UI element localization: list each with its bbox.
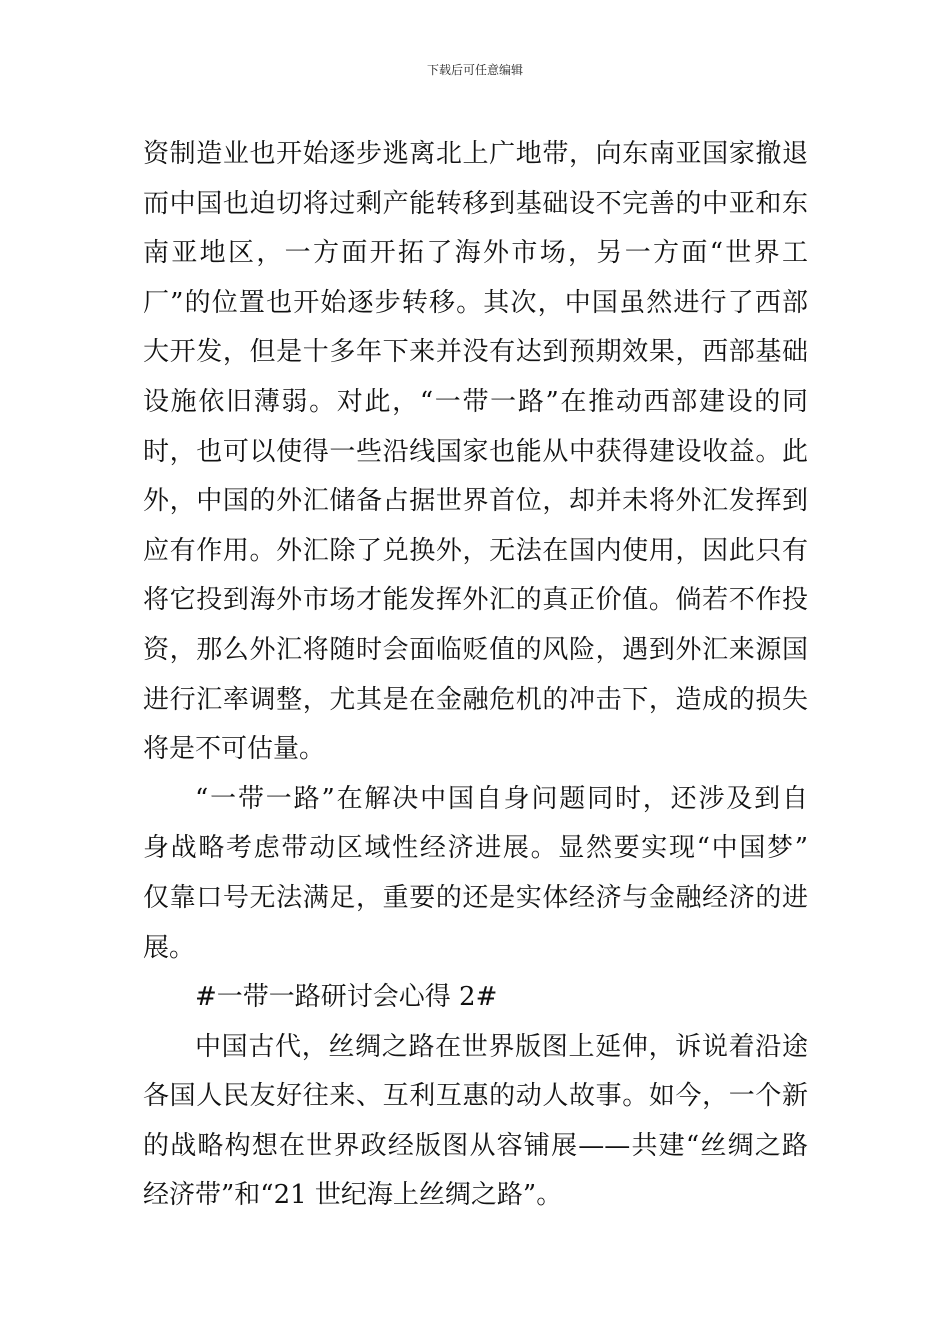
text-line: 设施依旧薄弱。对此，“一带一路”在推动西部建设的同: [143, 386, 808, 417]
text-line: 将是不可估量。: [143, 734, 326, 765]
text-line: 时，也可以使得一些沿线国家也能从中获得建设收益。此: [143, 436, 808, 467]
text-line: 仅靠口号无法满足，重要的还是实体经济与金融经济的进: [143, 882, 808, 913]
text-line: 将它投到海外市场才能发挥外汇的真正价值。倘若不作投: [143, 585, 808, 616]
text-line: 应有作用。外汇除了兑换外，无法在国内使用，因此只有: [143, 535, 808, 566]
text-line: 而中国也迫切将过剩产能转移到基础设不完善的中亚和东: [143, 188, 808, 219]
page-header: 下载后可任意编辑: [426, 63, 523, 77]
text-line: 南亚地区，一方面开拓了海外市场，另一方面“世界工: [143, 238, 808, 269]
text-line: 大开发，但是十多年下来并没有达到预期效果，西部基础: [143, 337, 808, 368]
document-body: [143, 130, 808, 1221]
text-line: 的战略构想在世界政经版图从容铺展——共建“丝绸之路: [143, 1130, 808, 1161]
text-line: 经济带”和“21 世纪海上丝绸之路”。: [143, 1180, 563, 1211]
text-line: 进行汇率调整，尤其是在金融危机的冲击下，造成的损失: [143, 684, 808, 715]
paragraph-start-line: “一带一路”在解决中国自身问题同时，还涉及到自: [195, 783, 808, 814]
text-line: 资制造业也开始逐步逃离北上广地带，向东南亚国家撤退: [143, 139, 808, 169]
text-line: 展。: [143, 932, 196, 963]
paragraph-start-line: 中国古代，丝绸之路在世界版图上延伸，诉说着沿途: [195, 1031, 808, 1062]
text-line: 各国人民友好往来、互利互惠的动人故事。如今，一个新: [143, 1081, 808, 1112]
text-line: 外，中国的外汇储备占据世界首位，却并未将外汇发挥到: [143, 486, 808, 517]
text-line: 资，那么外汇将随时会面临贬值的风险，遇到外汇来源国: [143, 634, 808, 665]
section-heading: #一带一路研讨会心得 2#: [195, 982, 498, 1013]
text-line: 厂”的位置也开始逐步转移。其次，中国虽然进行了西部: [143, 287, 808, 318]
text-line: 身战略考虑带动区域性经济进展。显然要实现“中国梦”: [143, 833, 808, 864]
